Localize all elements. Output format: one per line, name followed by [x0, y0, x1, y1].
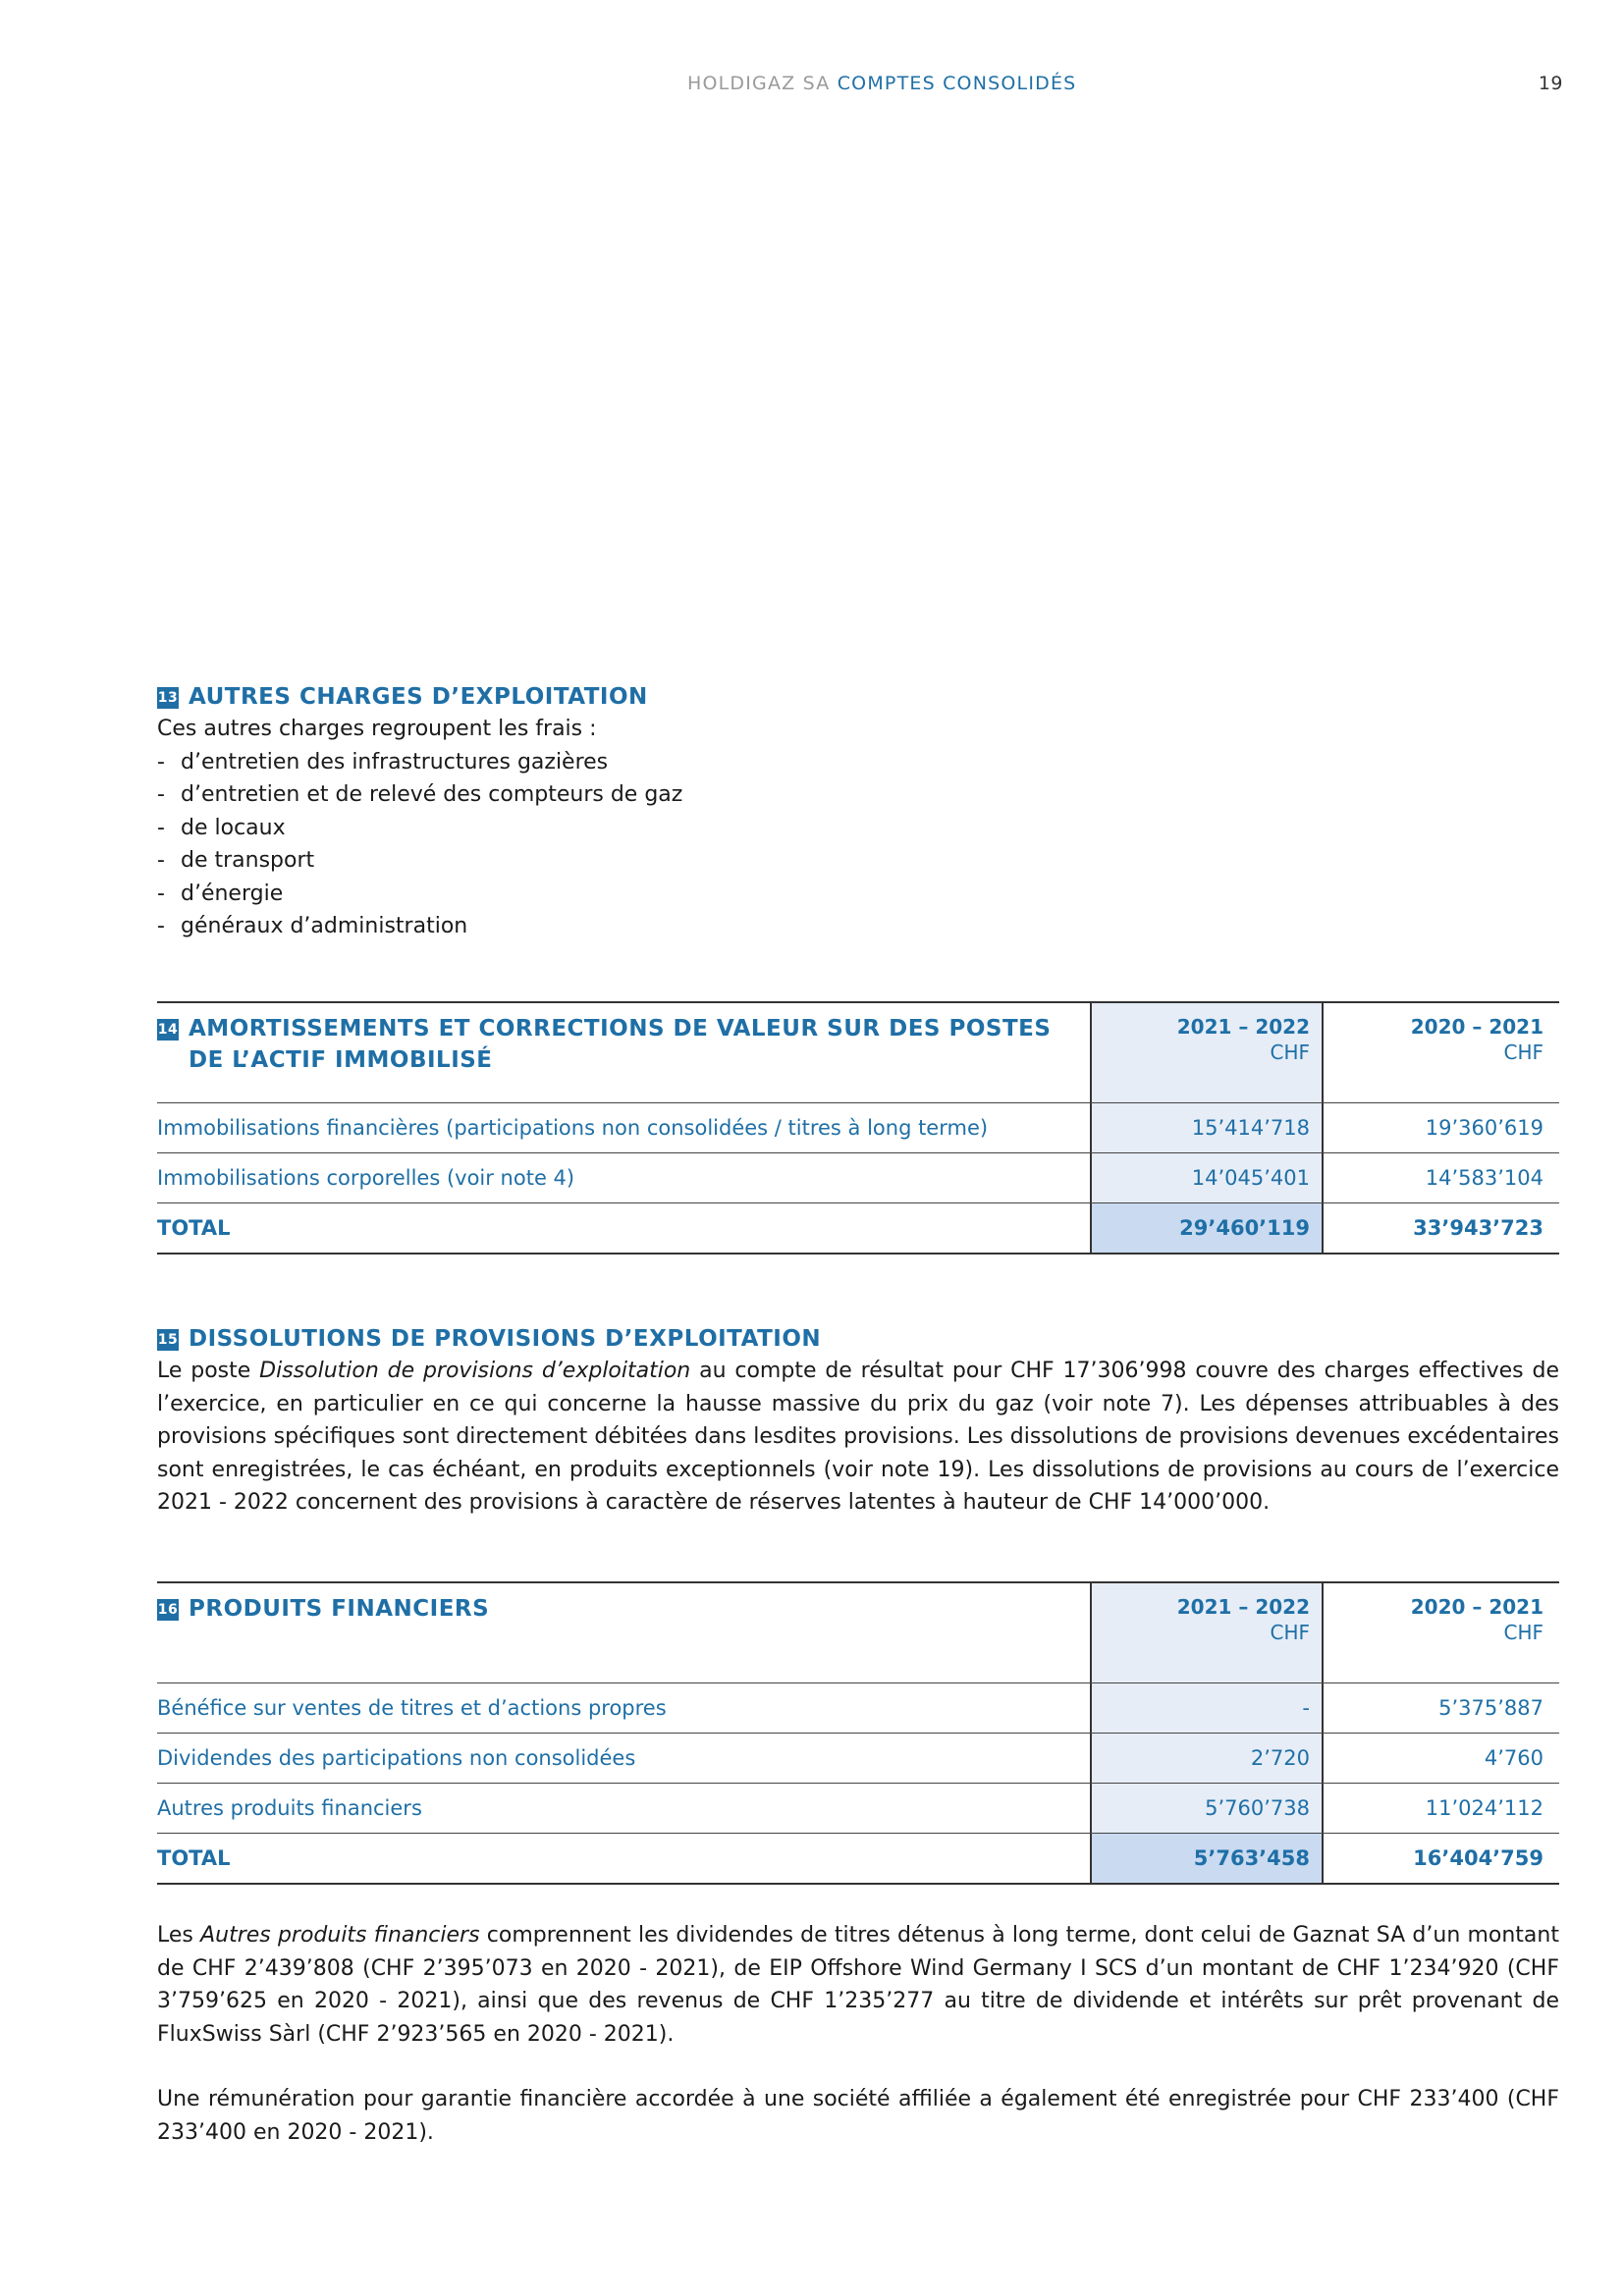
note-13-intro: Ces autres charges regroupent les frais :: [157, 717, 597, 741]
column-year: 2021 – 2022: [1176, 1595, 1310, 1619]
note-14-table: [157, 1001, 1559, 1255]
note-16-number: 16: [157, 1599, 179, 1621]
note-15-title: 15 DISSOLUTIONS DE PROVISIONS D’EXPLOITATION: [157, 1326, 822, 1352]
note-14-title: 14 AMORTISSEMENTS ET CORRECTIONS DE VALEUR SUR DES POSTES DE L’ACTIF IMMOBILISÉ: [157, 1016, 1052, 1073]
table-row: Dividendes des participations non consolidées 2’720 4’760: [157, 1733, 1559, 1783]
header-title: [687, 73, 1076, 94]
note-16-text: [157, 1919, 1559, 2149]
note-15-number: 15: [157, 1329, 179, 1351]
note-16-table: [157, 1581, 1559, 1885]
list-item: - d’entretien des infrastructures gazières: [157, 749, 609, 774]
column-currency: CHF: [1270, 1621, 1310, 1644]
column-year: 2020 – 2021: [1410, 1015, 1543, 1039]
header-section: COMPTES CONSOLIDÉS: [837, 73, 1077, 94]
table-header-row: [157, 1001, 1559, 1102]
note-16-paragraph-1: Les Autres produits financiers comprennent les dividendes de titres détenus à long terme, dont celui de Gaznat SA d’un montant de CHF 2’439’808 (CHF 2’395’073 en 2020 - 2021), de EIP Offshore Wind Germany I SCS d’un montant de CHF 1’234’920 (CHF 3’759’625 en 2020 - 2021), ainsi que des revenus de CHF 1’235’277 au titre de dividende et intérêts sur prêt provenant de FluxSwiss Sàrl (CHF 2’923’565 en 2020 - 2021).: [157, 1923, 1559, 2047]
note-15-paragraph: Le poste Dissolution de provisions d’exploitation au compte de résultat pour CHF 17’306’998 couvre des charges effectives de l’exercice, en particulier en ce qui concerne la hausse massive du prix du gaz (voir note 7). Les dépenses attribuables à des provisions spécifiques sont directement débitées dans lesdites provisions. Les dissolutions de provisions devenues excédentaires sont enregistrées, le cas échéant, en produits exceptionnels (voir note 19). Les dissolutions de provisions au cours de l’exercice 2021 - 2022 concernent des provisions à caractère de réserves latentes à hauteur de CHF 14’000’000.: [157, 1359, 1559, 1515]
column-currency: CHF: [1503, 1621, 1543, 1644]
column-year: 2020 – 2021: [1410, 1595, 1543, 1619]
table-total-row: TOTAL 5’763’458 16’404’759: [157, 1833, 1559, 1885]
table-total-row: TOTAL 29’460’119 33’943’723: [157, 1202, 1559, 1255]
table-header-row: [157, 1581, 1559, 1682]
list-item: - de transport: [157, 848, 315, 873]
column-currency: CHF: [1503, 1041, 1543, 1064]
note-15: [157, 1323, 1559, 1520]
table-row: Immobilisations financières (participations non consolidées / titres à long terme) 15’414’718 19’360’619: [157, 1102, 1559, 1152]
list-item: - d’entretien et de relevé des compteurs de gaz: [157, 782, 683, 807]
note-13-number: 13: [157, 687, 179, 709]
header-company: HOLDIGAZ SA: [687, 73, 831, 94]
note-13-title: [157, 681, 1559, 713]
table-row: Immobilisations corporelles (voir note 4) 14’045’401 14’583’104: [157, 1152, 1559, 1202]
list-item: - d’énergie: [157, 881, 284, 906]
table-row: Autres produits financiers 5’760’738 11’024’112: [157, 1783, 1559, 1833]
note-16-paragraph-2: Une rémunération pour garantie financière accordée à une société affiliée a également été enregistrée pour CHF 233’400 (CHF 233’400 en 2020 - 2021).: [157, 2087, 1559, 2145]
table-row: Bénéfice sur ventes de titres et d’actions propres - 5’375’887: [157, 1682, 1559, 1733]
column-year: 2021 – 2022: [1176, 1015, 1310, 1039]
page-header: [0, 73, 1624, 100]
note-13: [157, 681, 1559, 943]
list-item: - généraux d’administration: [157, 914, 468, 938]
column-currency: CHF: [1270, 1041, 1310, 1064]
note-13-list: [157, 746, 1559, 943]
note-14-number: 14: [157, 1019, 179, 1041]
note-16-title: 16 PRODUITS FINANCIERS: [157, 1596, 490, 1622]
list-item: - de locaux: [157, 815, 286, 840]
page-number: 19: [1538, 73, 1563, 94]
note-13-title-text: AUTRES CHARGES D’EXPLOITATION: [189, 684, 648, 710]
